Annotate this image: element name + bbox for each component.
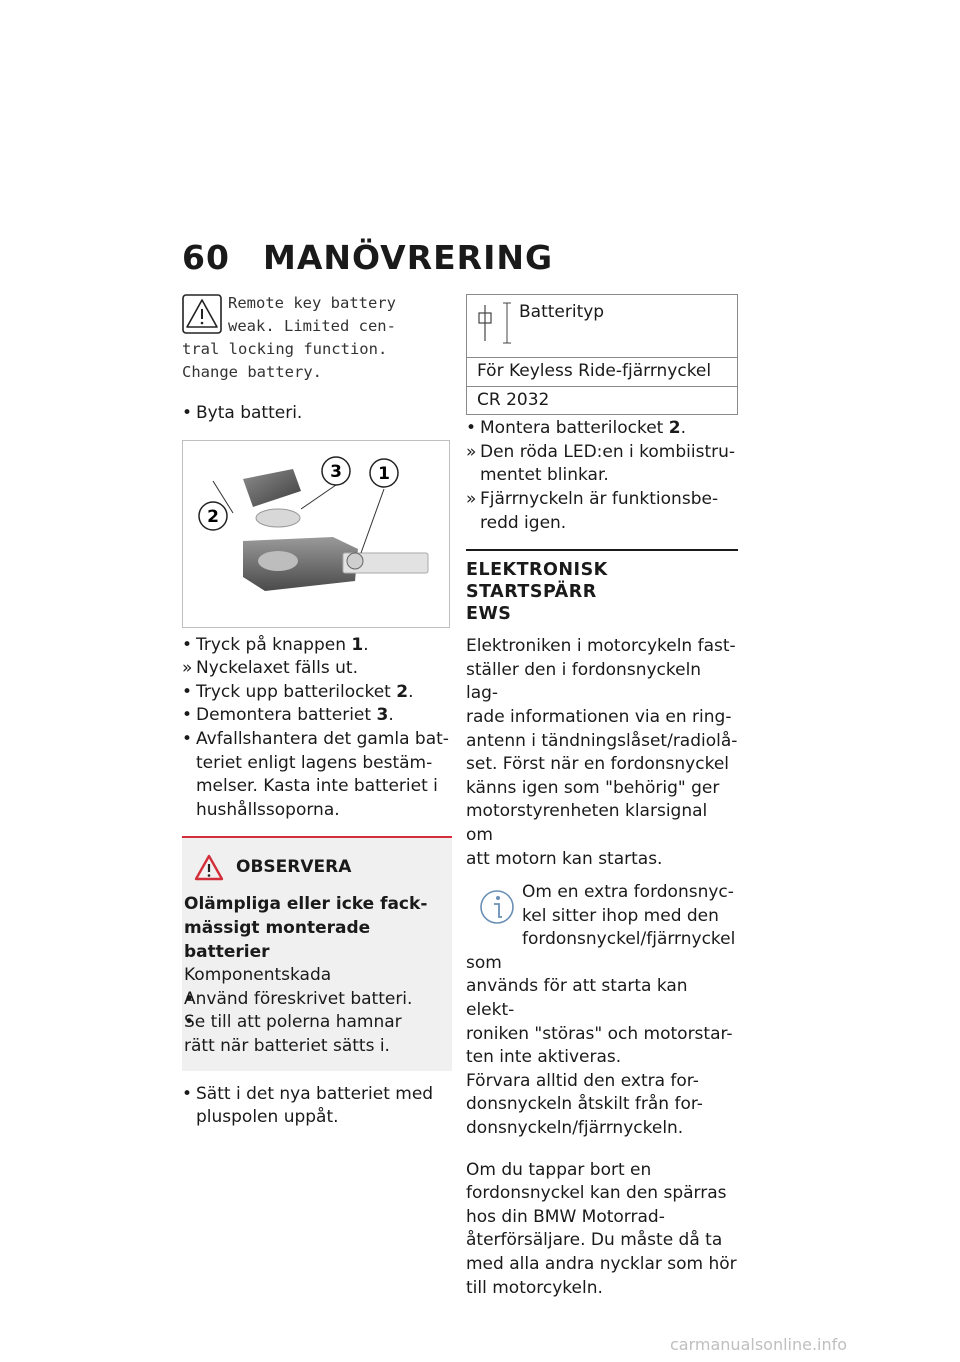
display-line: Change battery. (182, 363, 322, 381)
result-line: mentet blinkar. (480, 465, 609, 486)
info-icon (478, 885, 516, 929)
closing-line: återförsäljare. Du måste då ta (466, 1230, 723, 1251)
step-text: Montera batterilocket (480, 418, 669, 439)
insert-line: • Sätt i det nya batteriet med (196, 1083, 434, 1104)
step-ref: 1 (351, 634, 364, 655)
left-steps (182, 634, 452, 823)
step-replace-battery: • Byta batteri. (182, 402, 452, 426)
page-number: 60 (182, 238, 230, 277)
dispose-line: teriet enligt lagens bestäm- (196, 752, 433, 773)
battery-table-header (467, 295, 738, 358)
caution-cause (182, 893, 450, 964)
display-line: weak. Limited cen- (228, 317, 396, 335)
para-line: ställer den i fordonsnyckeln lag- (466, 659, 702, 704)
battery-table-title: Batterityp (519, 302, 605, 322)
cause-line: Olämpliga eller icke fack- (184, 894, 428, 915)
step-result (466, 488, 738, 535)
key-battery-figure (182, 440, 450, 628)
closing-line: Om du tappar bort en (466, 1159, 652, 1180)
closing-line: till motorcykeln. (466, 1277, 603, 1298)
step-insert-battery (182, 1083, 452, 1130)
ews-section (466, 549, 738, 1300)
result-line: redd igen. (480, 512, 567, 533)
step-result (466, 441, 738, 488)
closing-line: med alla andra nycklar som hör (466, 1254, 737, 1274)
caution-note-box (182, 836, 452, 1070)
step-result (182, 657, 452, 681)
result-text: Nyckelaxet fälls ut. (196, 658, 358, 679)
caution-item: • Använd föreskrivet batteri. (182, 988, 450, 1012)
step-ref: 2 (396, 681, 409, 702)
display-warning-text (182, 292, 452, 384)
result-line: » Den röda LED:en i kombiistru- (480, 441, 736, 462)
step-item (182, 634, 452, 658)
insert-line: pluspolen uppåt. (196, 1107, 339, 1128)
section-heading (466, 559, 738, 625)
step-item (466, 417, 738, 441)
para-line: set. Först när en fordonsnyckel (466, 754, 730, 775)
para-line: antenn i tändningslåset/radiolå- (466, 730, 738, 751)
step-punct: . (680, 418, 686, 439)
closing-line: fordonsnyckel kan den spärras (466, 1183, 727, 1204)
step-dispose (182, 728, 452, 822)
closing-line: hos din BMW Motorrad- (466, 1206, 665, 1227)
caution-item-line: rätt när batteriet sätts i. (184, 1035, 390, 1056)
para-line: att motorn kan startas. (466, 848, 663, 869)
info-line: donsnyckeln/fjärrnyckeln. (466, 1118, 684, 1139)
caution-item (182, 1011, 450, 1058)
display-line: tral locking function. (182, 340, 388, 358)
info-line: fordonsnyckel/fjärrnyckel som (466, 929, 736, 973)
battery-icon (477, 301, 513, 345)
section-paragraph (466, 635, 738, 871)
heading-line: ELEKTRONISK STARTSPÄRR (466, 560, 608, 603)
step-text: Tryck upp batterilocket (196, 681, 397, 702)
step-ref: 2 (668, 418, 681, 439)
para-line: känns igen som "behörig" ger (466, 777, 720, 798)
key-illustration (183, 441, 449, 627)
caution-triangle-icon (194, 854, 224, 881)
para-line: motorstyrenheten klarsignal om (466, 801, 708, 845)
info-line: roniken "störas" och motorstar- (466, 1023, 733, 1044)
info-line: Om en extra fordonsnyc- (522, 882, 734, 903)
heading-line: EWS (466, 604, 512, 625)
display-line: Remote key battery (228, 294, 396, 312)
figure-label-text: 1 (378, 463, 390, 484)
dispose-line: hushållssoporna. (196, 799, 340, 820)
battery-type-table (466, 294, 738, 415)
caution-heading (182, 854, 450, 881)
step-item (182, 681, 452, 705)
cause-line: mässigt monterade batterier (184, 917, 371, 962)
caution-label: OBSERVERA (236, 857, 352, 878)
dispose-line: • Avfallshantera det gamla bat- (196, 728, 449, 749)
caution-consequence: Komponentskada (184, 965, 332, 986)
right-column (466, 294, 738, 1300)
info-line: används för att starta kan elekt- (466, 976, 688, 1021)
step-item (182, 704, 452, 728)
info-note (466, 881, 738, 1141)
left-column (182, 292, 452, 1130)
info-line: kel sitter ihop med den (522, 905, 719, 926)
info-line: donsnyckeln åtskilt från for- (466, 1094, 703, 1115)
step-text: Demontera batteriet (196, 705, 377, 726)
step-punct: . (388, 705, 394, 726)
step-punct: . (408, 681, 414, 702)
info-line: ten inte aktiveras. (466, 1047, 622, 1068)
warning-display-icon (182, 294, 222, 334)
step-punct: . (363, 634, 369, 655)
right-steps (466, 417, 738, 535)
para-line: rade informationen via en ring- (466, 706, 732, 727)
battery-table-cell: För Keyless Ride-fjärrnyckel (467, 358, 738, 387)
para-line: Elektroniken i motorcykeln fast- (466, 636, 736, 657)
battery-table-cell: CR 2032 (467, 386, 738, 415)
step-ref: 3 (376, 705, 389, 726)
step-text: Tryck på knappen (196, 634, 352, 655)
watermark-footer: carmanualsonline.info (670, 1335, 848, 1354)
info-line: Förvara alltid den extra for- (466, 1070, 699, 1091)
closing-paragraph (466, 1159, 738, 1301)
page-title: MANÖVRERING (263, 238, 554, 277)
figure-label-text: 2 (207, 506, 219, 527)
dispose-line: melser. Kasta inte batteriet i (196, 776, 438, 797)
figure-label-text: 3 (330, 461, 342, 482)
caution-item-line: Se till att polerna hamnar (184, 1012, 402, 1033)
result-line: » Fjärrnyckeln är funktionsbe- (480, 488, 719, 509)
